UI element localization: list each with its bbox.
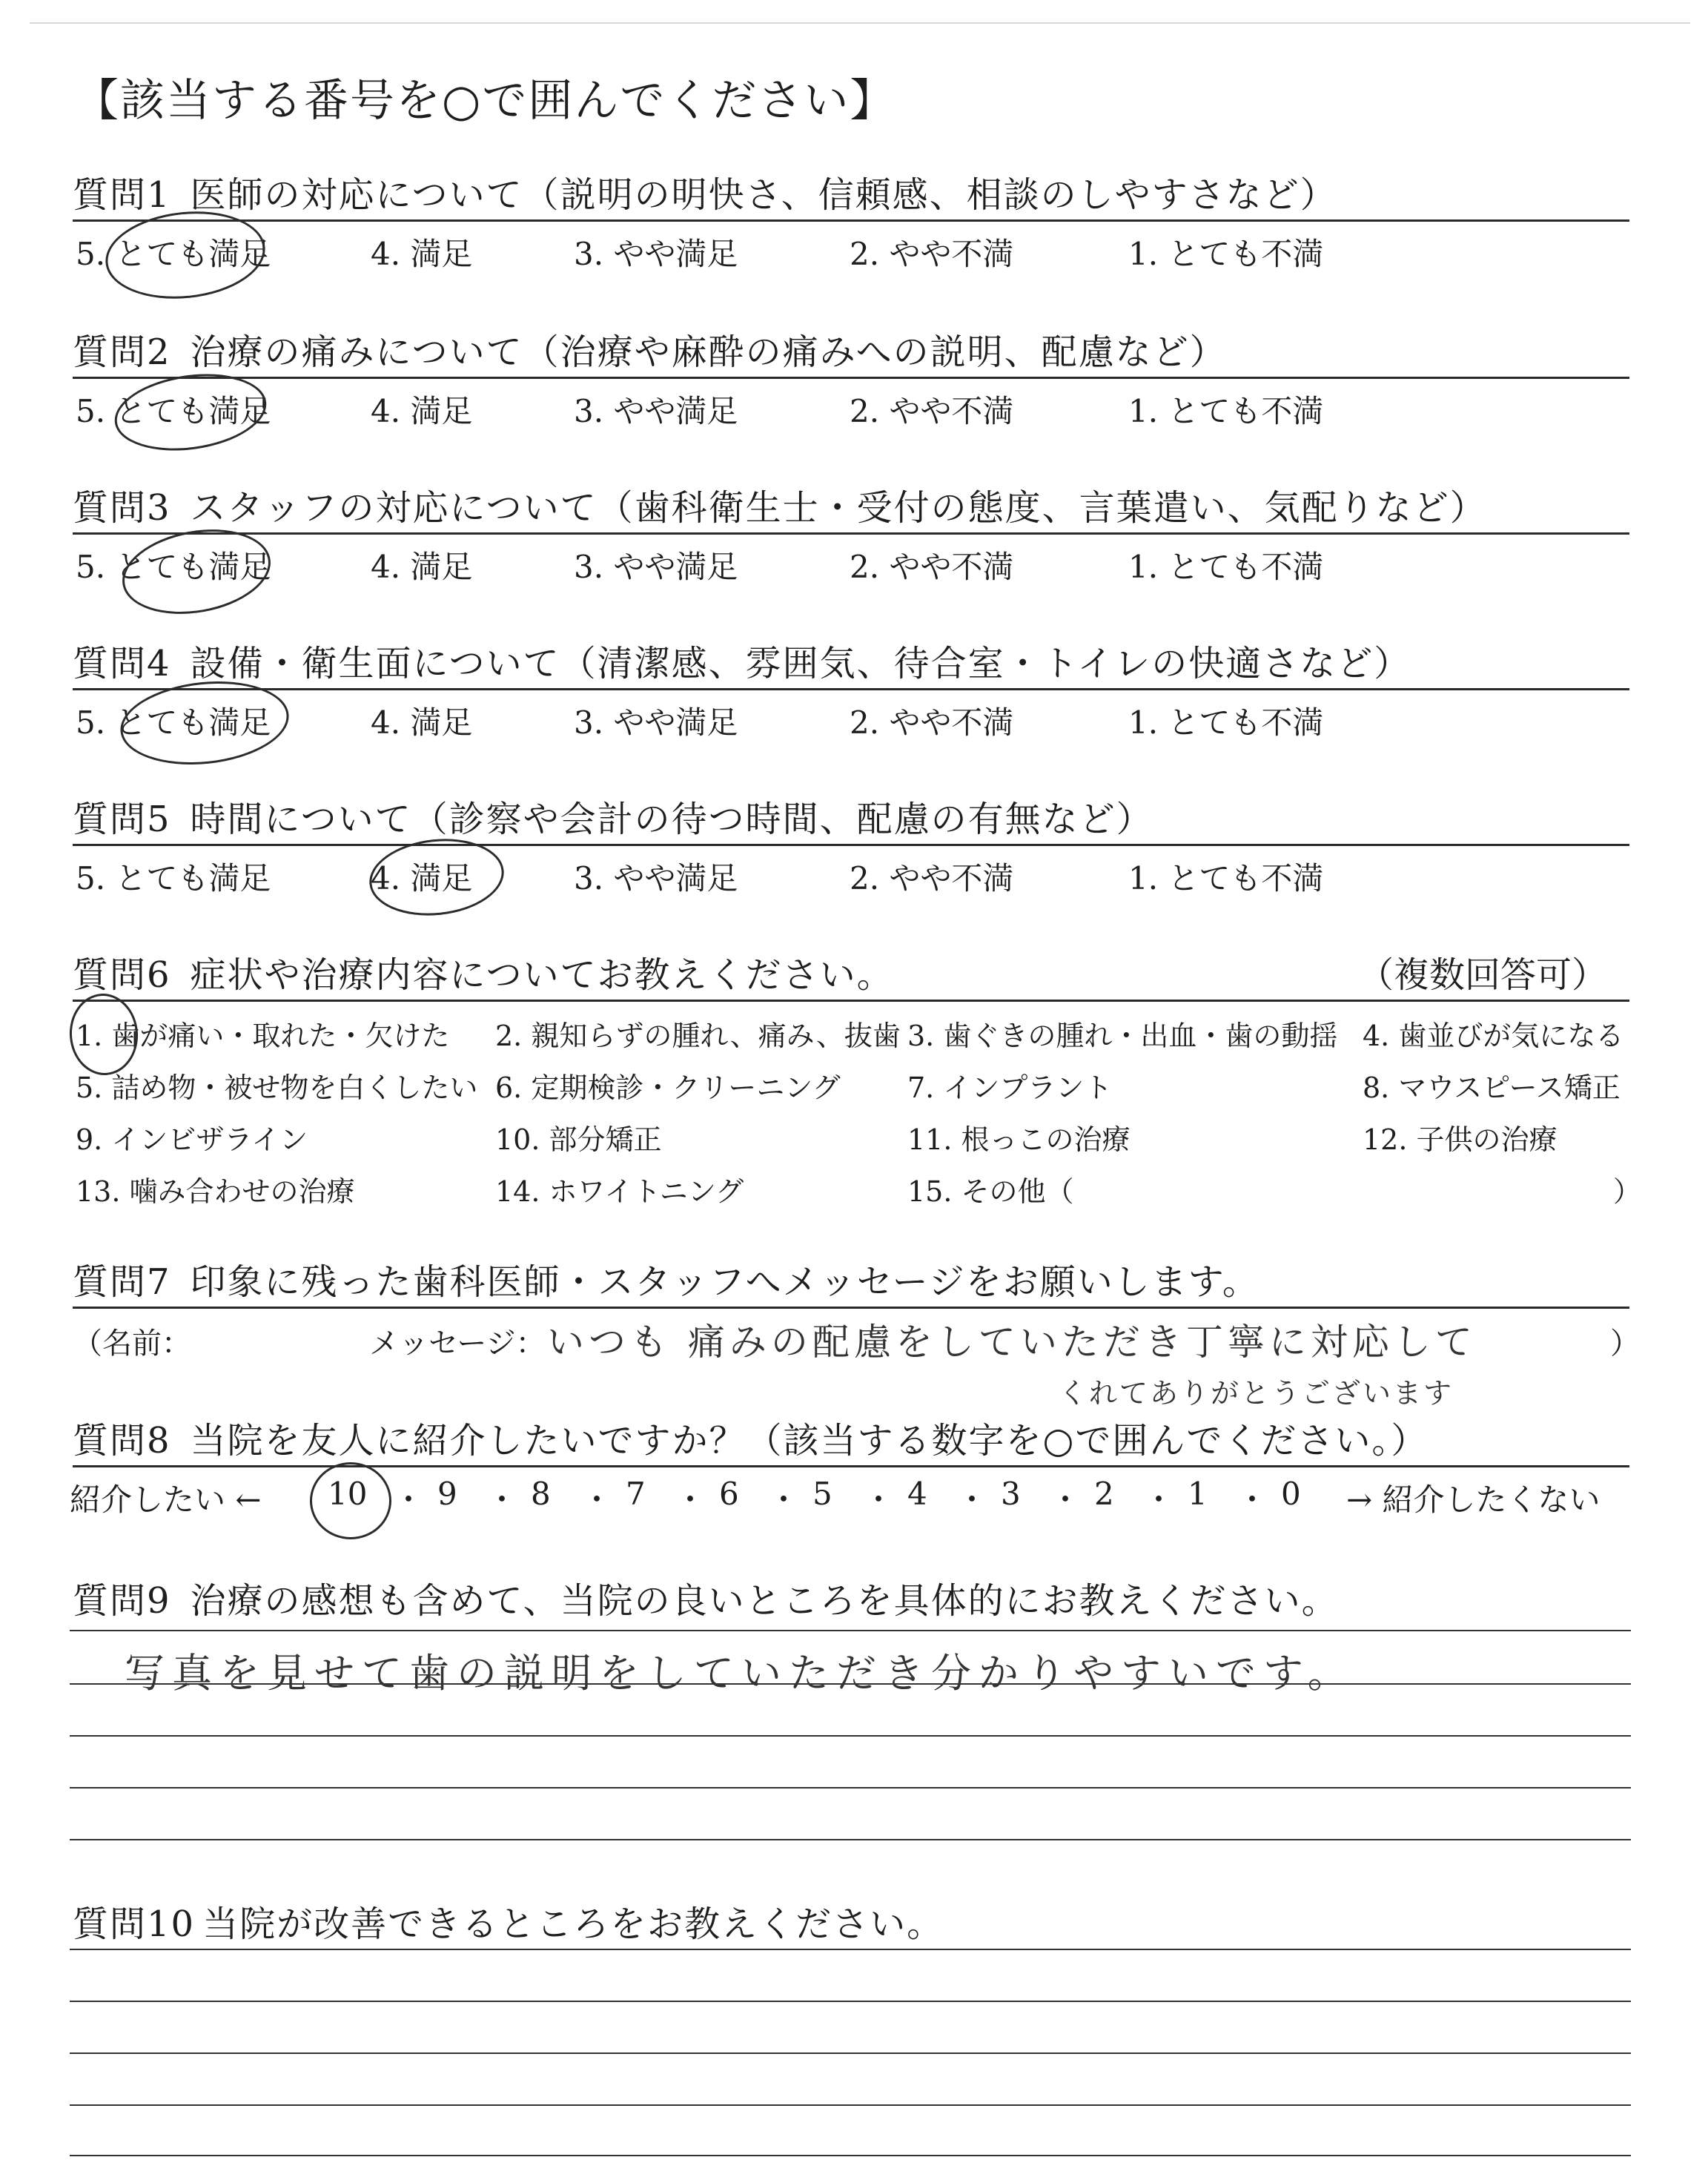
question-3 xyxy=(73,479,1629,585)
question-number: 質問2 xyxy=(73,331,171,373)
symptom-option-9[interactable]: 9. インビザライン xyxy=(76,1123,308,1156)
question-rule xyxy=(73,1000,1629,1002)
symptom-option-14[interactable]: 14. ホワイトニング xyxy=(495,1175,744,1208)
answer-line xyxy=(70,2155,1631,2156)
page-title: 【該当する番号を○で囲んでください】 xyxy=(74,75,896,127)
handwritten-message-line-1: いつも 痛みの配慮をしていただき丁寧に対応して xyxy=(547,1321,1477,1364)
symptom-option-4[interactable]: 4. 歯並びが気になる xyxy=(1363,1020,1624,1052)
name-label: （名前： xyxy=(73,1327,191,1361)
question-text: 治療の感想も含めて、当院の良いところを具体的にお教えください。 xyxy=(190,1580,1339,1622)
question-number: 質問4 xyxy=(73,643,171,684)
rating-option-1[interactable]: 1. とても不満 xyxy=(1128,393,1324,429)
question-rule xyxy=(73,844,1629,846)
scale-separator: ・ xyxy=(768,1482,800,1518)
answer-line xyxy=(70,1735,1631,1737)
question-rule xyxy=(73,688,1629,690)
question-text: 医師の対応について（説明の明快さ、信頼感、相談のしやすさなど） xyxy=(190,174,1337,216)
question-rule xyxy=(73,377,1629,379)
scale-separator: ・ xyxy=(863,1482,895,1518)
rating-option-2[interactable]: 2. やや不満 xyxy=(850,860,1014,896)
rating-option-4[interactable]: 4. 満足 xyxy=(371,860,473,896)
symptom-option-15[interactable]: 15. その他（ xyxy=(907,1175,1074,1208)
question-title xyxy=(73,479,1487,530)
question-2 xyxy=(73,323,1629,429)
scale-option-5[interactable]: 5 xyxy=(812,1476,833,1512)
recommendation-scale xyxy=(70,1476,1634,1520)
rating-option-3[interactable]: 3. やや満足 xyxy=(574,860,738,896)
symptom-option-10[interactable]: 10. 部分矯正 xyxy=(495,1123,662,1156)
rating-option-1[interactable]: 1. とても不満 xyxy=(1128,860,1324,896)
rating-option-5[interactable]: 5. とても満足 xyxy=(76,236,271,272)
rating-option-1[interactable]: 1. とても不満 xyxy=(1128,704,1324,741)
question-title xyxy=(73,323,1227,374)
question-7 xyxy=(73,1253,1640,1410)
message-label: メッセージ： xyxy=(369,1327,546,1361)
question-title xyxy=(73,1572,1339,1623)
rating-option-2[interactable]: 2. やや不満 xyxy=(850,393,1014,429)
symptom-option-11[interactable]: 11. 根っこの治療 xyxy=(907,1123,1131,1156)
scale-separator: ・ xyxy=(393,1482,425,1518)
question-number: 質問9 xyxy=(73,1580,171,1622)
symptom-option-3[interactable]: 3. 歯ぐきの腫れ・出血・歯の動揺 xyxy=(907,1020,1338,1052)
question-title xyxy=(73,1895,944,1946)
answer-line xyxy=(70,2001,1631,2002)
rating-option-3[interactable]: 3. やや満足 xyxy=(574,549,738,585)
rating-option-4[interactable]: 4. 満足 xyxy=(371,393,473,429)
scale-option-10[interactable]: 10 xyxy=(328,1476,368,1512)
rating-option-3[interactable]: 3. やや満足 xyxy=(574,704,738,741)
scale-option-8[interactable]: 8 xyxy=(531,1476,551,1512)
rating-option-4[interactable]: 4. 満足 xyxy=(371,236,473,272)
symptom-option-13[interactable]: 13. 噛み合わせの治療 xyxy=(76,1175,355,1208)
question-rule xyxy=(73,1465,1629,1467)
question-title xyxy=(73,790,1153,842)
rating-option-1[interactable]: 1. とても不満 xyxy=(1128,549,1324,585)
answer-line xyxy=(70,2104,1631,2106)
rating-option-1[interactable]: 1. とても不満 xyxy=(1128,236,1324,272)
scale-right-label: → 紹介したくない xyxy=(1346,1482,1601,1518)
scale-separator: ・ xyxy=(1237,1482,1268,1518)
question-text: 印象に残った歯科医師・スタッフへメッセージをお願いします。 xyxy=(190,1261,1260,1303)
question-rule xyxy=(73,532,1629,535)
answer-line xyxy=(70,2052,1631,2054)
question-5 xyxy=(73,790,1629,896)
question-number: 質問5 xyxy=(73,799,171,840)
question-number: 質問1 xyxy=(73,174,171,216)
rating-option-2[interactable]: 2. やや不満 xyxy=(850,704,1014,741)
question-number: 質問10 xyxy=(73,1903,196,1945)
question-rule xyxy=(73,1307,1629,1309)
question-4 xyxy=(73,635,1629,741)
scale-separator: ・ xyxy=(1143,1482,1175,1518)
top-border xyxy=(30,22,1690,24)
symptom-option-12[interactable]: 12. 子供の治療 xyxy=(1363,1123,1558,1156)
question-8 xyxy=(73,1412,1629,1471)
scale-left-label: 紹介したい ← xyxy=(70,1482,262,1518)
symptom-option-2[interactable]: 2. 親知らずの腫れ、痛み、抜歯 xyxy=(495,1020,901,1052)
question-title xyxy=(73,946,894,997)
scale-separator: ・ xyxy=(581,1482,613,1518)
rating-option-5[interactable]: 5. とても満足 xyxy=(76,393,271,429)
question-title xyxy=(73,1412,1428,1463)
scale-option-2[interactable]: 2 xyxy=(1094,1476,1114,1512)
question-number: 質問8 xyxy=(73,1420,171,1462)
multiple-answers-note: （複数回答可） xyxy=(1357,954,1607,996)
scale-option-9[interactable]: 9 xyxy=(437,1476,457,1512)
question-text: 当院が改善できるところをお教えください。 xyxy=(202,1903,944,1945)
rating-option-4[interactable]: 4. 満足 xyxy=(371,549,473,585)
symptom-option-6[interactable]: 6. 定期検診・クリーニング xyxy=(495,1071,841,1104)
scale-separator: ・ xyxy=(956,1482,988,1518)
answer-line xyxy=(70,1949,1631,1950)
rating-option-5[interactable]: 5. とても満足 xyxy=(76,704,271,741)
question-text: 当院を友人に紹介したいですか？（該当する数字を○で囲んでください。） xyxy=(190,1420,1429,1462)
question-6 xyxy=(73,946,1642,1213)
rating-option-2[interactable]: 2. やや不満 xyxy=(850,549,1014,585)
question-text: 設備・衛生面について（清潔感、雰囲気、待合室・トイレの快適さなど） xyxy=(190,643,1411,684)
symptom-option-8[interactable]: 8. マウスピース矯正 xyxy=(1363,1071,1621,1104)
rating-option-3[interactable]: 3. やや満足 xyxy=(574,393,738,429)
answer-line xyxy=(70,1839,1631,1840)
question-title xyxy=(73,635,1411,686)
question-title xyxy=(73,166,1337,217)
question-text: 症状や治療内容についてお教えください。 xyxy=(190,954,894,996)
scale-option-1[interactable]: 1 xyxy=(1188,1476,1208,1512)
scale-separator: ・ xyxy=(675,1482,706,1518)
question-rule xyxy=(73,219,1629,222)
handwritten-message-line-2: くれてありがとうございます xyxy=(1059,1377,1454,1410)
answer-line xyxy=(70,1683,1631,1685)
rating-option-5[interactable]: 5. とても満足 xyxy=(76,549,271,585)
question-10 xyxy=(73,1895,1629,1955)
scale-separator: ・ xyxy=(486,1482,518,1518)
question-text: 治療の痛みについて（治療や麻酔の痛みへの説明、配慮など） xyxy=(190,331,1227,373)
message-close-paren: ） xyxy=(1610,1327,1640,1361)
answer-line xyxy=(70,1630,1631,1631)
question-number: 質問7 xyxy=(73,1261,171,1303)
selection-circle xyxy=(110,365,271,460)
question-1 xyxy=(73,166,1629,272)
rating-option-2[interactable]: 2. やや不満 xyxy=(850,236,1014,272)
question-title xyxy=(73,1253,1260,1304)
answer-line xyxy=(70,1787,1631,1789)
question-text: 時間について（診察や会計の待つ時間、配慮の有無など） xyxy=(190,799,1153,840)
rating-option-3[interactable]: 3. やや満足 xyxy=(574,236,738,272)
question-9 xyxy=(73,1572,1629,1854)
symptom-option-5[interactable]: 5. 詰め物・被せ物を白くしたい xyxy=(76,1071,478,1104)
scale-option-6[interactable]: 6 xyxy=(719,1476,739,1512)
scale-option-0[interactable]: 0 xyxy=(1281,1476,1301,1512)
symptom-option-7[interactable]: 7. インプラント xyxy=(907,1071,1113,1104)
selection-circle xyxy=(310,1462,391,1539)
rating-option-4[interactable]: 4. 満足 xyxy=(371,704,473,741)
rating-option-5[interactable]: 5. とても満足 xyxy=(76,860,271,896)
other-close-paren: ） xyxy=(1613,1175,1642,1208)
scale-separator: ・ xyxy=(1050,1482,1082,1518)
question-text: スタッフの対応について（歯科衛生士・受付の態度、言葉遣い、気配りなど） xyxy=(190,487,1487,529)
symptom-option-1[interactable]: 1. 歯が痛い・取れた・欠けた xyxy=(76,1020,450,1052)
question-number: 質問6 xyxy=(73,954,171,996)
scale-option-7[interactable]: 7 xyxy=(626,1476,646,1512)
question-number: 質問3 xyxy=(73,487,171,529)
handwritten-answer: 写真を見せて歯の説明をしていただき分かりやすいです。 xyxy=(125,1650,1355,1697)
scale-option-3[interactable]: 3 xyxy=(1001,1476,1021,1512)
scale-option-4[interactable]: 4 xyxy=(907,1476,927,1512)
